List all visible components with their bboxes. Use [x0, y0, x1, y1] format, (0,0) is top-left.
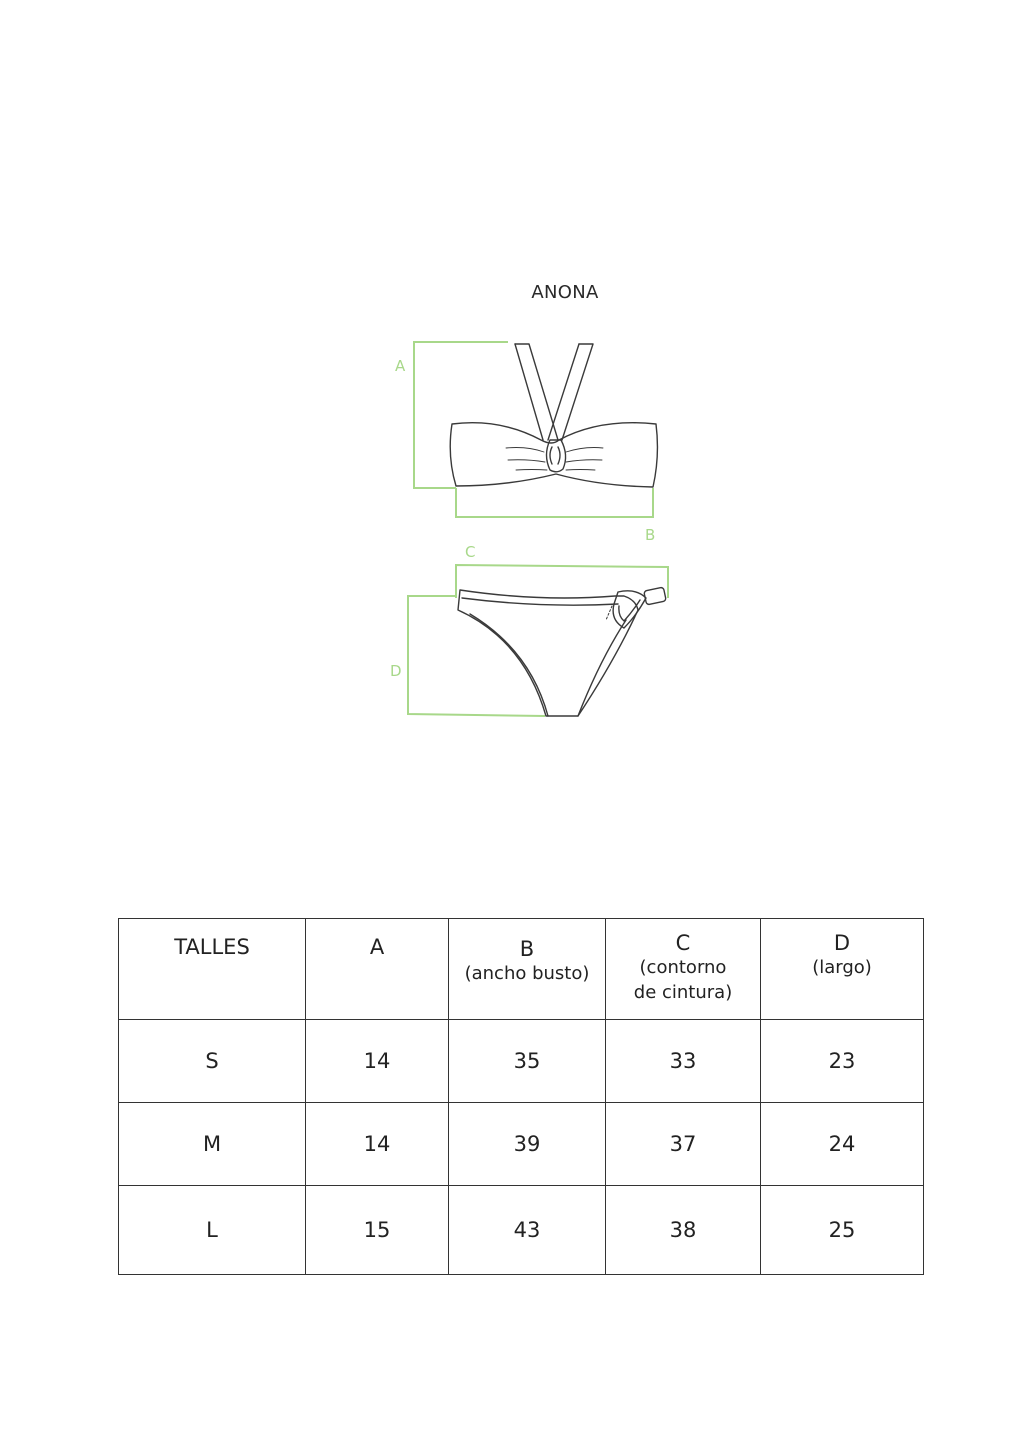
cell-size: S — [119, 1020, 306, 1103]
dimension-a-line — [414, 342, 508, 488]
cell-a: 15 — [306, 1186, 449, 1275]
cell-b: 35 — [449, 1020, 606, 1103]
bikini-bottom-drawing — [458, 587, 666, 716]
table-header-row — [119, 919, 924, 1020]
header-subtitle: (ancho busto) — [464, 963, 590, 984]
dimension-c-label: C — [465, 543, 476, 561]
header-sizes — [119, 919, 306, 1020]
table-row — [119, 1103, 924, 1186]
header-d — [761, 919, 924, 1020]
cell-d: 25 — [761, 1186, 924, 1275]
header-subtitle: (contorno de cintura) — [633, 957, 733, 1003]
dimension-c-line — [456, 565, 668, 598]
header-title: TALLES — [174, 935, 250, 959]
size-chart-table — [118, 918, 924, 1275]
cell-a: 14 — [306, 1020, 449, 1103]
header-b — [449, 919, 606, 1020]
table-row — [119, 1186, 924, 1275]
header-title: B — [519, 937, 535, 961]
header-title: D — [833, 931, 851, 955]
cell-d: 23 — [761, 1020, 924, 1103]
dimension-b-label: B — [645, 526, 656, 544]
cell-size: L — [119, 1186, 306, 1275]
cell-c: 38 — [606, 1186, 761, 1275]
dimension-a-label: A — [395, 357, 406, 375]
cell-a: 14 — [306, 1103, 449, 1186]
dimension-d-line — [408, 596, 545, 716]
header-subtitle: (largo) — [812, 957, 872, 978]
header-title: C — [675, 931, 691, 955]
product-title: ANONA — [531, 282, 599, 303]
cell-b: 39 — [449, 1103, 606, 1186]
dimension-d-label: D — [390, 662, 402, 680]
header-c — [606, 919, 761, 1020]
cell-size: M — [119, 1103, 306, 1186]
cell-c: 37 — [606, 1103, 761, 1186]
cell-d: 24 — [761, 1103, 924, 1186]
bikini-top-drawing — [450, 344, 657, 487]
cell-b: 43 — [449, 1186, 606, 1275]
header-title: A — [369, 935, 385, 959]
header-a — [306, 919, 449, 1020]
cell-c: 33 — [606, 1020, 761, 1103]
dimension-b-line — [456, 488, 653, 517]
table-row — [119, 1020, 924, 1103]
